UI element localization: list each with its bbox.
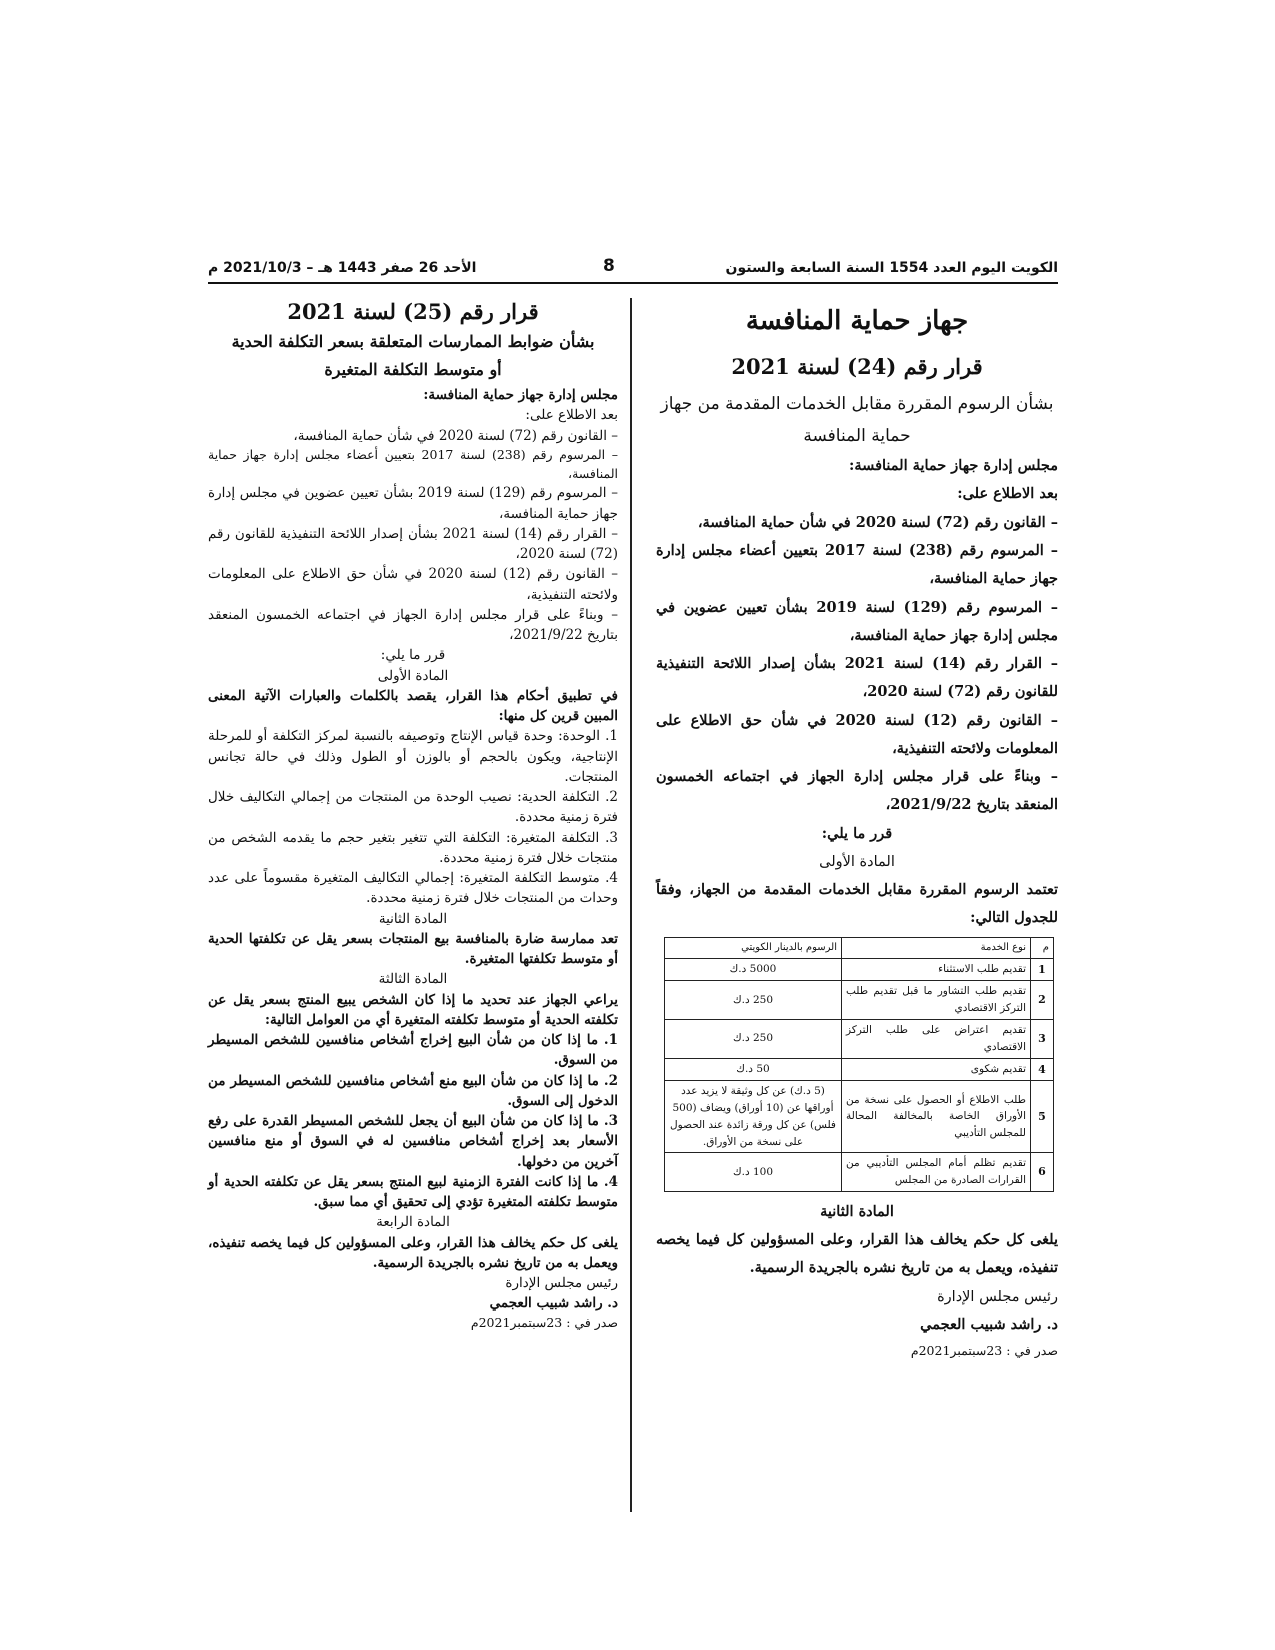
definition-item: 2. التكلفة الحدية: نصيب الوحدة من المنتجات من إجمالي التكاليف خلال فترة زمنية محددة. xyxy=(208,789,618,826)
table-row xyxy=(665,981,1054,1020)
article-text: في تطبيق أحكام هذا القرار، يقصد بالكلمات والعبارات الآتية المعنى المبين قرين كل منها: xyxy=(208,687,618,725)
row-number: 1 xyxy=(1031,958,1054,981)
reference-item: – القانون رقم (12) لسنة 2020 في شأن حق الاطلاع على المعلومات ولائحته التنفيذية، xyxy=(656,711,1058,757)
page-header xyxy=(208,256,1058,284)
decision-24-column xyxy=(656,296,1058,1364)
reference-item: – القانون رقم (72) لسنة 2020 في شأن حماية المنافسة، xyxy=(697,513,1058,531)
definition-item: 1. الوحدة: وحدة قياس الإنتاج وتوصيفه بالنسبة لمركز التكلفة أو للمرحلة الإنتاجية، ويكون بالحجم أو بالوزن أو الطول وذلك في حالة تجانس المنتجات. xyxy=(208,728,618,785)
reference-item: – القرار رقم (14) لسنة 2021 بشأن إصدار اللائحة التنفيذية للقانون رقم (72) لسنة 2020، xyxy=(208,525,618,563)
gazette-page xyxy=(208,256,1058,1510)
article-text: تعد ممارسة ضارة بالمنافسة بيع المنتجات بسعر يقل عن تكلفتها الحدية أو متوسط تكلفتها المتغيرة. xyxy=(208,930,618,968)
service-cell: تقديم تظلم أمام المجلس التأديبي من القرارات الصادرة من المجلس xyxy=(842,1153,1031,1192)
reference-item: – القانون رقم (72) لسنة 2020 في شأن حماية المنافسة، xyxy=(293,427,618,444)
article-title: المادة الثالثة xyxy=(378,971,448,988)
fees-table xyxy=(664,937,1054,1192)
signature-title: رئيس مجلس الإدارة xyxy=(937,1288,1058,1305)
table-row xyxy=(665,1153,1054,1192)
service-cell: تقديم طلب الاستثناء xyxy=(842,958,1031,981)
row-number: 5 xyxy=(1031,1081,1054,1153)
table-row xyxy=(665,1058,1054,1081)
reference-item: – القرار رقم (14) لسنة 2021 بشأن إصدار اللائحة التنفيذية للقانون رقم (72) لسنة 2020، xyxy=(656,655,1059,701)
decision-25-column xyxy=(208,296,618,1332)
reference-item: – القانون رقم (12) لسنة 2020 في شأن حق الاطلاع على المعلومات ولائحته التنفيذية، xyxy=(208,566,618,603)
reference-item: – وبناءً على قرار مجلس إدارة الجهاز في اجتماعه الخمسون المنعقد بتاريخ 2021/9/22، xyxy=(656,768,1058,814)
decision-24-title: قرار رقم (24) لسنة 2021 xyxy=(731,353,983,379)
article-title: المادة الأولى xyxy=(377,667,449,684)
fee-cell: 100 د.ك xyxy=(665,1153,842,1192)
row-number: 2 xyxy=(1031,981,1054,1020)
row-number: 6 xyxy=(1031,1153,1054,1192)
table-header: م xyxy=(1031,937,1054,958)
decided-line: قرر ما يلي: xyxy=(380,647,446,664)
board-line: مجلس إدارة جهاز حماية المنافسة: xyxy=(423,387,618,404)
issue-date: صدر في : 23سبتمبر2021م xyxy=(910,1343,1058,1359)
service-cell: تقديم اعتراض على طلب التركز الاقتصادي xyxy=(842,1019,1031,1058)
signature-name: د. راشد شبيب العجمي xyxy=(489,1295,618,1312)
fee-cell: 250 د.ك xyxy=(665,1019,842,1058)
fee-cell: (5 د.ك) عن كل وثيقة لا يزيد عدد أوراقها عن (10 أوراق) ويضاف (500 فلس) عن كل ورقة زائدة عند الحصول على نسخة من الأوراق. xyxy=(665,1081,842,1153)
table-header: الرسوم بالدينار الكويتي xyxy=(665,937,842,958)
table-header-row xyxy=(665,937,1054,958)
fee-cell: 5000 د.ك xyxy=(665,958,842,981)
table-row xyxy=(665,1019,1054,1058)
decision-25-title: قرار رقم (25) لسنة 2021 xyxy=(287,299,539,324)
service-cell: طلب الاطلاع أو الحصول على نسخة من الأوراق الخاصة بالمخالفة المحالة للمجلس التأديبي xyxy=(842,1081,1031,1153)
service-cell: تقديم شكوى xyxy=(842,1058,1031,1081)
header-issue: الكويت اليوم العدد 1554 السنة السابعة والستون xyxy=(725,260,1058,276)
after-review-line: بعد الاطلاع على: xyxy=(957,485,1058,503)
row-number: 4 xyxy=(1031,1058,1054,1081)
board-line: مجلس إدارة جهاز حماية المنافسة: xyxy=(849,457,1058,475)
fee-cell: 250 د.ك xyxy=(665,981,842,1020)
article-text: تعتمد الرسوم المقررة مقابل الخدمات المقدمة من الجهاز، وفقاً للجدول التالي: xyxy=(656,881,1058,927)
reference-item: – وبناءً على قرار مجلس إدارة الجهاز في اجتماعه الخمسون المنعقد بتاريخ 2021/9/22، xyxy=(208,606,618,644)
factor-item: 4. ما إذا كانت الفترة الزمنية لبيع المنتج بسعر يقل عن تكلفته الحدية أو متوسط تكلفته المتغيرة تؤدي إلى تحقيق أي مما سبق. xyxy=(208,1173,618,1211)
row-number: 3 xyxy=(1031,1019,1054,1058)
article-title: المادة الثانية xyxy=(820,1202,894,1220)
table-header: نوع الخدمة xyxy=(842,937,1031,958)
service-cell: تقديم طلب التشاور ما قبل تقديم طلب التركز الاقتصادي xyxy=(842,981,1031,1020)
fee-cell: 50 د.ك xyxy=(665,1058,842,1081)
definition-item: 3. التكلفة المتغيرة: التكلفة التي تتغير بتغير حجم ما يقدمه الشخص من منتجات خلال فترة زمنية محددة. xyxy=(208,829,618,866)
decision-25-subject: بشأن ضوابط الممارسات المتعلقة بسعر التكلفة الحدية xyxy=(231,331,595,351)
article-text: يلغى كل حكم يخالف هذا القرار، وعلى المسؤولين كل فيما يخصه تنفيذه، ويعمل به من تاريخ نشره بالجريدة الرسمية. xyxy=(656,1231,1058,1277)
article-text: يراعي الجهاز عند تحديد ما إذا كان الشخص يبيع المنتج بسعر يقل عن تكلفته الحدية أو متوسط تكلفته المتغيرة أي من العوامل التالية: xyxy=(208,991,618,1028)
factor-item: 2. ما إذا كان من شأن البيع منع أشخاص منافسين للشخص المسيطر من الدخول إلى السوق. xyxy=(208,1072,618,1109)
table-row xyxy=(665,1081,1054,1153)
decided-line: قرر ما يلي: xyxy=(821,824,893,842)
reference-item: – المرسوم رقم (129) لسنة 2019 بشأن تعيين عضوين في مجلس إدارة جهاز حماية المنافسة، xyxy=(208,485,618,522)
definition-item: 4. متوسط التكلفة المتغيرة: إجمالي التكاليف المتغيرة مقسوماً على عدد وحدات من المنتجات خلال فترة زمنية محددة. xyxy=(208,870,618,907)
factor-item: 3. ما إذا كان من شأن البيع أن يجعل للشخص المسيطر القدرة على رفع الأسعار بعد إخراج أشخاص منافسين له في السوق أو منع منافسين آخرين من دخولها. xyxy=(208,1113,618,1170)
article-title: المادة الرابعة xyxy=(376,1214,450,1231)
reference-item: – المرسوم رقم (238) لسنة 2017 بتعيين أعضاء مجلس إدارة جهاز حماية المنافسة، xyxy=(656,542,1058,588)
factor-item: 1. ما إذا كان من شأن البيع إخراج أشخاص منافسين للشخص المسيطر من السوق. xyxy=(208,1032,618,1069)
reference-item: – المرسوم رقم (238) لسنة 2017 بتعيين أعضاء مجلس إدارة جهاز حماية المنافسة، xyxy=(208,446,618,481)
article-text: يلغى كل حكم يخالف هذا القرار، وعلى المسؤولين كل فيما يخصه تنفيذه، ويعمل به من تاريخ نشره بالجريدة الرسمية. xyxy=(208,1234,618,1271)
article-title: المادة الثانية xyxy=(378,910,448,927)
decision-25-subject: أو متوسط التكلفة المتغيرة xyxy=(324,360,502,380)
reference-item: – المرسوم رقم (129) لسنة 2019 بشأن تعيين عضوين في مجلس إدارة جهاز حماية المنافسة، xyxy=(656,598,1058,644)
after-review-line: بعد الاطلاع على: xyxy=(525,407,618,424)
signature-name: د. راشد شبيب العجمي xyxy=(920,1315,1058,1333)
column-divider xyxy=(630,298,632,1512)
org-heading: جهاز حماية المنافسة xyxy=(745,306,969,336)
page-number: 8 xyxy=(603,256,615,276)
table-row xyxy=(665,958,1054,981)
issue-date: صدر في : 23سبتمبر2021م xyxy=(470,1314,618,1330)
decision-24-subject: بشأن الرسوم المقررة مقابل الخدمات المقدمة من جهاز حماية المنافسة xyxy=(660,393,1054,446)
article-title: المادة الأولى xyxy=(819,853,895,870)
signature-title: رئيس مجلس الإدارة xyxy=(505,1275,618,1292)
header-date: الأحد 26 صفر 1443 هـ – 2021/10/3 م xyxy=(208,260,477,276)
